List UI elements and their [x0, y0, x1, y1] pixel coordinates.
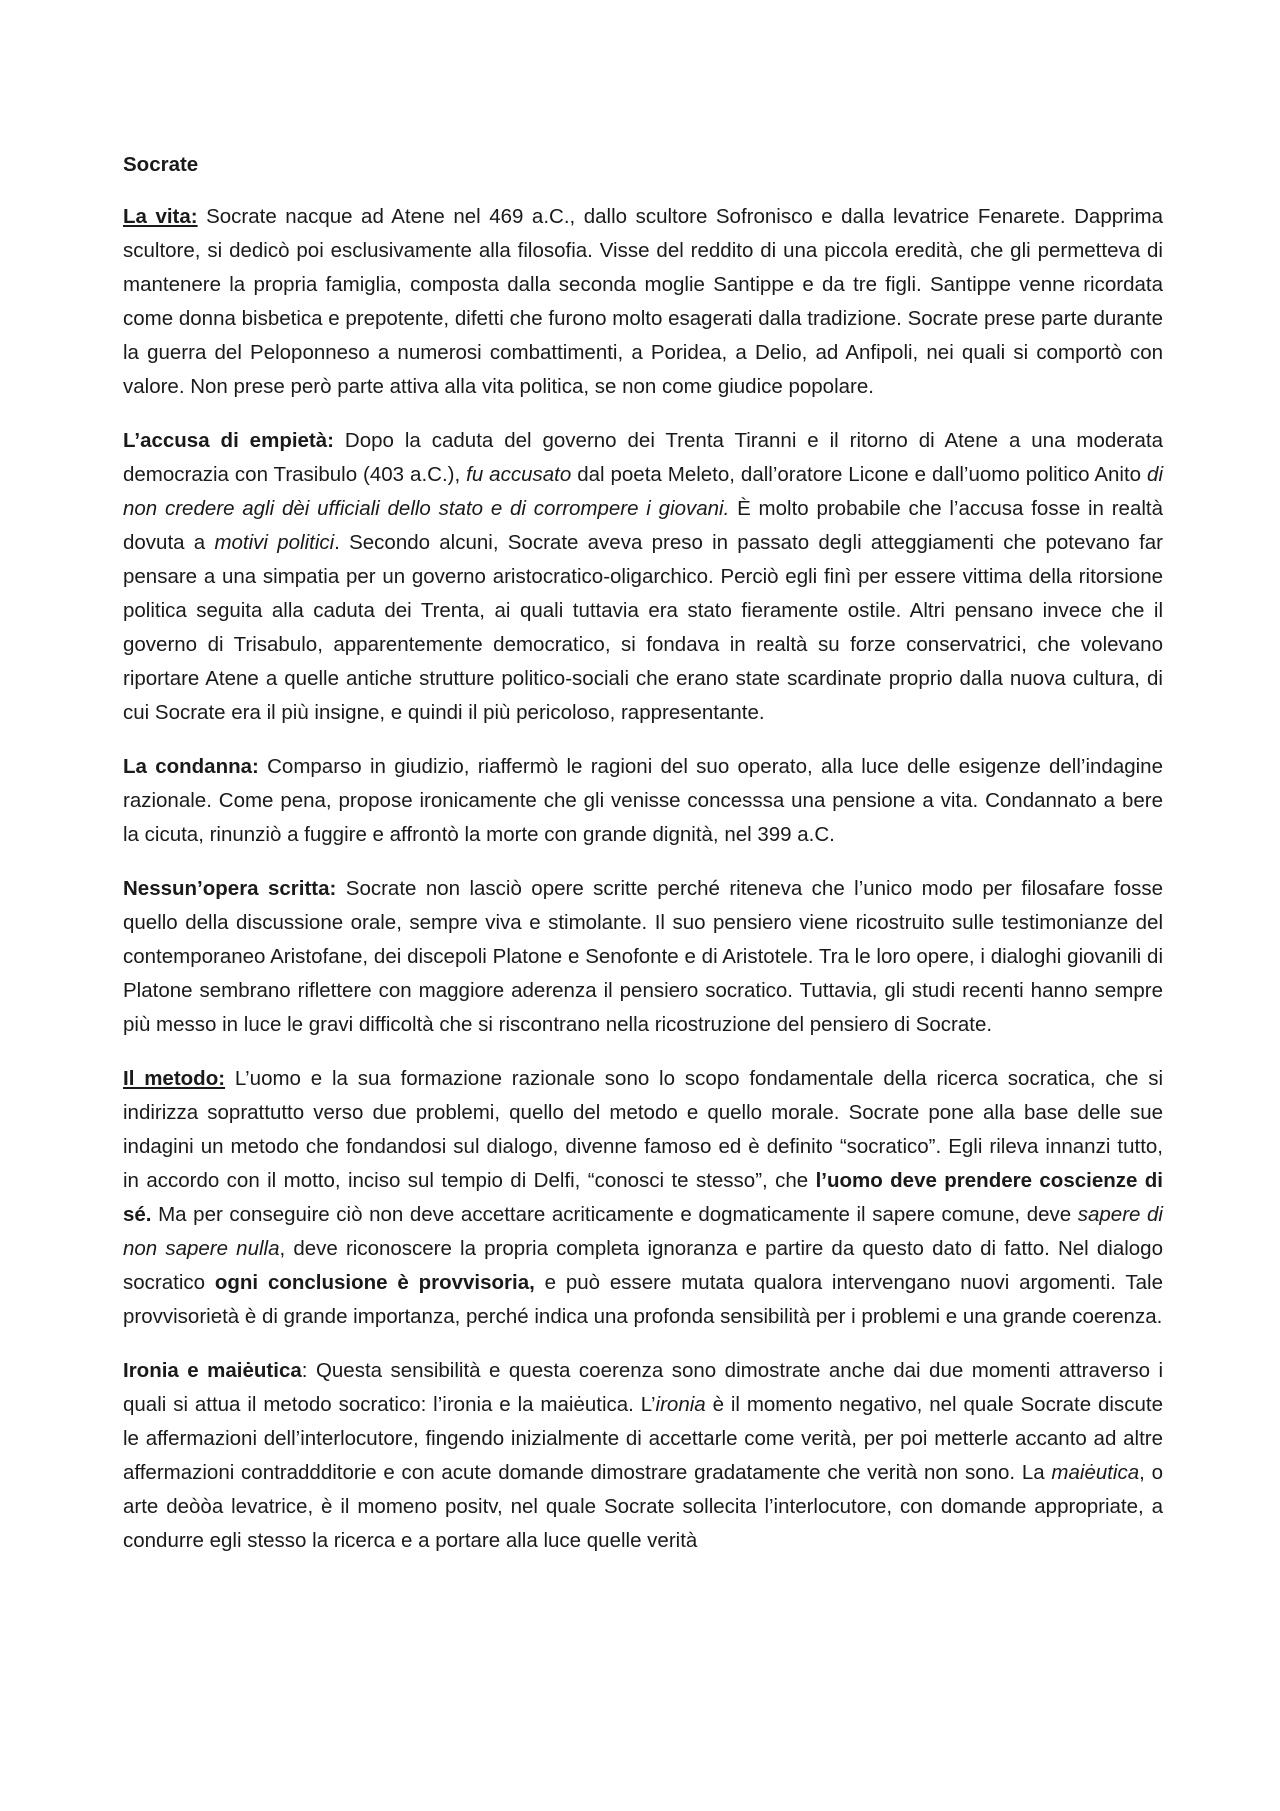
- section-text: dal poeta Meleto, dall’oratore Licone e dall’uomo politico Anito: [571, 463, 1148, 486]
- section-text: Ma per conseguire ciò non deve accettare acriticamente e dogmaticamente il sapere comune, deve: [151, 1203, 1078, 1226]
- section-opera-scritta: [123, 872, 1163, 1042]
- section-text: Comparso in giudizio, riaffermò le ragioni del suo operato, alla luce delle esigenze dell’indagine razionale. Come pena, propose ironicamente che gli venisse concesssa una pensione a vita. Condannato a bere la cicuta, rinunziò a fuggire e affrontò la morte con grande dignità, nel 399 a.C.: [123, 755, 1163, 846]
- italic-phrase: fu accusato: [466, 463, 572, 486]
- section-label: La condanna:: [123, 755, 259, 778]
- section-label: Il metodo:: [123, 1067, 226, 1090]
- section-text: , deve riconoscere la propria completa ignoranza e partire da questo dato di fatto. Nel dialogo socratico: [123, 1237, 1163, 1294]
- section-text: Socrate non lasciò opere scritte perché riteneva che l’unico modo per filosafare fosse quello della discussione orale, sempre viva e stimolante. Il suo pensiero viene ricostruito sulle testimonianze del contemporaneo Aristofane, dei discepoli Platone e Senofonte e di Aristotele. Tra le loro opere, i dialoghi giovanili di Platone sembrano riflettere con maggiore aderenza il pensiero socratico. Tuttavia, gli studi recenti hanno sempre più messo in luce le gravi difficoltà che si riscontrano nella ricostruzione del pensiero di Socrate.: [123, 877, 1164, 1036]
- italic-phrase: sapere di non sapere nulla: [123, 1203, 1163, 1260]
- section-accusa: [123, 424, 1163, 730]
- section-text: è il momento negativo, nel quale Socrate discute le affermazioni dell’interlocutore, fingendo inizialmente di accettarle come verità, per poi metterle accanto ad altre affermazioni contraddditorie e con acute domande dimostrare gradatamente che verità non sono. La: [123, 1393, 1163, 1484]
- section-metodo: [123, 1062, 1163, 1334]
- italic-phrase: ironia: [655, 1393, 706, 1416]
- document-title: Socrate: [123, 153, 199, 176]
- italic-phrase: di non credere agli dèi ufficiali dello stato e di corrompere i giovani.: [123, 463, 1164, 520]
- section-text: : Questa sensibilità e questa coerenza sono dimostrate anche dai due momenti attraverso i quali si attua il metodo socratico: l’ironia e la maiėutica. L’: [123, 1359, 1164, 1416]
- section-label: La vita:: [123, 205, 198, 228]
- bold-phrase: ogni conclusione è provvisoria,: [214, 1271, 535, 1294]
- section-text: È molto probabile che l’accusa fosse in realtà dovuta a: [123, 497, 1164, 554]
- section-condanna: [123, 750, 1163, 852]
- section-text: e può essere mutata qualora intervengano nuovi argomenti. Tale provvisorietà è di grande importanza, perché indica una profonda sensibilità per i problemi e una grande coerenza.: [123, 1271, 1164, 1328]
- italic-phrase: maiėutica: [1051, 1461, 1140, 1484]
- section-text: L’uomo e la sua formazione razionale sono lo scopo fondamentale della ricerca socratica, che si indirizza soprattutto verso due problemi, quello del metodo e quello morale. Socrate pone alla base delle sue indagini un metodo che fondandosi sul dialogo, divenne famoso ed è definito “socratico”. Egli rileva innanzi tutto, in accordo con il motto, inciso sul tempio di Delfi, “conosci te stesso”, che: [123, 1067, 1163, 1192]
- section-text: Dopo la caduta del governo dei Trenta Tiranni e il ritorno di Atene a una moderata democrazia con Trasibulo (403 a.C.),: [123, 429, 1164, 486]
- section-la-vita: [123, 200, 1163, 404]
- document-page: [123, 148, 1163, 1578]
- section-label: L’accusa di empietà:: [123, 429, 334, 452]
- section-label: Ironia e maiėutica: [123, 1359, 302, 1382]
- section-ironia-maieutica: [123, 1354, 1163, 1558]
- italic-phrase: motivi politici: [214, 531, 335, 554]
- section-text: Socrate nacque ad Atene nel 469 a.C., dallo scultore Sofronisco e dalla levatrice Fenarete. Dapprima scultore, si dedicò poi esclusivamente alla filosofia. Visse del reddito di una piccola eredità, che gli permetteva di mantenere la propria famiglia, composta dalla seconda moglie Santippe e da tre figli. Santippe venne ricordata come donna bisbetica e prepotente, difetti che furono molto esagerati dalla tradizione. Socrate prese parte durante la guerra del Peloponneso a numerosi combattimenti, a Poridea, a Delio, ad Anfipoli, nei quali si comportò con valore. Non prese però parte attiva alla vita politica, se non come giudice popolare.: [123, 205, 1163, 398]
- section-label: Nessun’opera scritta:: [123, 877, 337, 900]
- section-text: . Secondo alcuni, Socrate aveva preso in passato degli atteggiamenti che potevano far pensare a una simpatia per un governo aristocratico-oligarchico. Perciò egli finì per essere vittima della ritorsione politica seguita alla caduta dei Trenta, ai quali tuttavia era stato fieramente ostile. Altri pensano invece che il governo di Trisabulo, apparentemente democratico, si fondava in realtà su forze conservatrici, che volevano riportare Atene a quelle antiche strutture politico-sociali che erano state scardinate proprio dalla nuova cultura, di cui Socrate era il più insigne, e quindi il più pericoloso, rappresentante.: [123, 531, 1163, 724]
- section-text: , o arte deòòa levatrice, è il momeno positv, nel quale Socrate sollecita l’interlocutore, con domande appropriate, a condurre egli stesso la ricerca e a portare alla luce quelle verità: [123, 1461, 1164, 1552]
- bold-phrase: l’uomo deve prendere coscienze di sé.: [123, 1169, 1163, 1226]
